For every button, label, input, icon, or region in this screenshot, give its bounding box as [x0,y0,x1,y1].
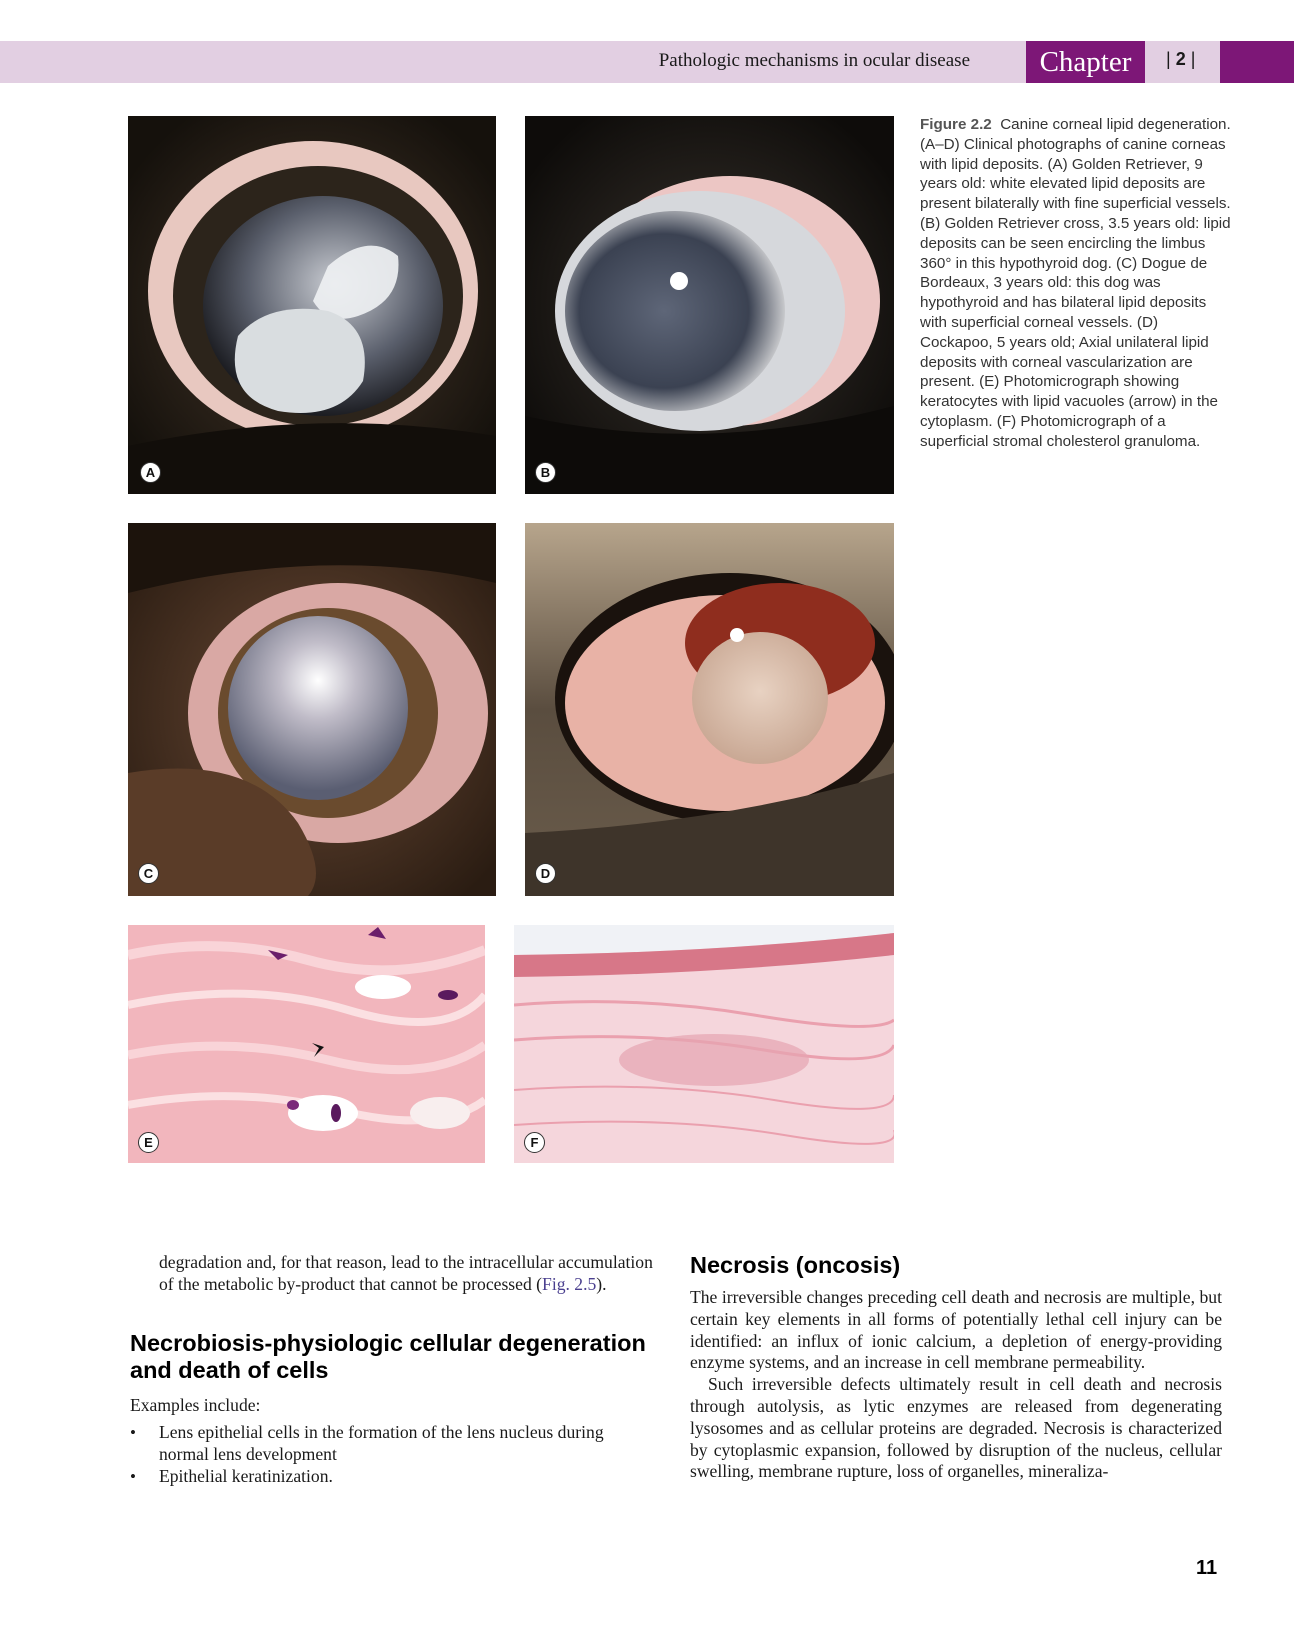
figure-caption-text: Canine corneal lipid degeneration. (A–D) Clinical photographs of canine corneas with lipid deposits. (A) Golden Retriever, 9 years old: white elevated lipid deposits are present bilaterally with fine superficial vessels. (B) Golden Retriever cross, 3.5 years old: lipid deposits can be seen encircling the limbus 360° in this hypothyroid dog. (C) Dogue de Bordeaux, 3 years old: this dog was hypothyroid and has bilateral lipid deposits with superficial corneal vessels. (D) Cockapoo, 5 years old; Axial unilateral lipid deposits with corneal vascularization are present. (E) Photomicrograph showing keratocytes with lipid vacuoles (arrow) in the cytoplasm. (F) Photomicrograph of a superficial stromal cholesterol granuloma. [920,116,1231,450]
figure-caption [920,115,1232,452]
left-column [130,1252,655,1488]
heading-necrobiosis: Necrobiosis-physiologic cellular degeneration and death of cells [130,1329,646,1383]
continuation-text: degradation and, for that reason, lead to the intracellular accumulation of the metabolic by-product that cannot be processed ( [159,1252,653,1294]
page-number: 11 [1196,1557,1218,1579]
figure-reference-link[interactable]: Fig. 2.5 [542,1273,597,1294]
figure-panel-a [128,116,496,494]
figure-caption-label: Figure 2.2 [920,116,992,133]
list-item: • Lens epithelial cells in the formation of the lens nucleus during normal lens development [130,1422,655,1466]
header-corner-block [1220,41,1294,83]
chapter-number-value: 2 [1175,49,1186,69]
panel-letter-f: F [524,1132,545,1153]
list-item: • Epithelial keratinization. [130,1466,655,1488]
figure-panel-b [525,116,894,494]
chapter-number: | 2 | [1166,49,1196,69]
figure-panel-e [128,925,485,1163]
figure-panel-f [514,925,894,1163]
heading-necrosis: Necrosis (oncosis) [690,1252,901,1278]
figure-panel-c [128,523,496,896]
chapter-label: Chapter [1026,41,1145,83]
figure-panel-d [525,523,894,896]
panel-letter-a: A [140,462,161,483]
examples-list [130,1422,655,1487]
panel-letter-b: B [535,462,556,483]
panel-letter-d: D [535,863,556,884]
continuation-end: ). [596,1273,607,1294]
necrosis-paragraph-2: Such irreversible defects ultimately result in cell death and necrosis through autolysis, as lytic enzymes are released from degenerating lysosomes and as cellular proteins are degraded. Necrosis is characterized by cytoplasmic expansion, followed by disruption of the nucleus, cellular swelling, membrane rupture, loss of organelles, mineraliza- [690,1374,1222,1482]
panel-letter-c: C [138,863,159,884]
necrosis-paragraph-1: The irreversible changes preceding cell death and necrosis are multiple, but certain key elements in all forms of potentially lethal cell injury can be identified: an influx of ionic calcium, a depletion of energy-providing enzyme systems, and an increase in cell membrane permeability. [690,1287,1222,1373]
panel-letter-e: E [138,1132,159,1153]
examples-intro: Examples include: [130,1394,261,1415]
running-head: Pathologic mechanisms in ocular disease [658,50,970,71]
continuation-paragraph [130,1252,655,1296]
right-column [690,1252,1222,1483]
